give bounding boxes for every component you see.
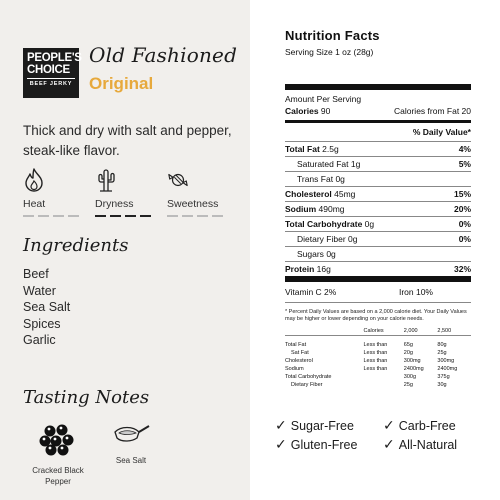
flavor-attributes (23, 168, 233, 223)
nutrient-label: Trans Fat (297, 174, 334, 184)
checkmark-icon: ✓ (383, 437, 395, 453)
nutrient-daily-value: 32% (453, 264, 471, 274)
claim (383, 436, 457, 455)
reference-cell: Less than (363, 365, 388, 372)
nutrient-label: Cholesterol (285, 189, 332, 199)
ingredient-item: Water (23, 283, 56, 298)
amount-per-serving-label: Amount Per Serving (285, 94, 362, 104)
brand-logo (23, 48, 82, 98)
reference-cell: 25g (403, 381, 413, 388)
brand-line-2: CHOICE (27, 64, 70, 76)
ingredient-item: Beef (23, 267, 49, 281)
nutrient-daily-value: 15% (453, 189, 471, 199)
reference-row (285, 381, 471, 389)
nutrient-amount: 0g (326, 249, 336, 259)
claim-label: Gluten-Free (290, 438, 358, 452)
nutrient-row (285, 186, 471, 201)
reference-header-cell (285, 327, 364, 336)
attribute-level (95, 215, 155, 217)
iron: Iron 10% (398, 287, 433, 297)
reference-row (285, 341, 471, 349)
ingredient-item: Garlic (23, 333, 56, 347)
reference-row (285, 365, 471, 373)
nutrient-row (285, 156, 471, 171)
calories-value: 90 (320, 106, 331, 116)
nutrient-row (285, 231, 471, 246)
flame-icon (23, 168, 45, 192)
nutrient-label: Sodium (285, 204, 317, 214)
tasting-note-pepper (28, 422, 88, 487)
reference-cell: 300g (403, 373, 417, 380)
reference-cell: 2400mg (403, 365, 424, 372)
tasting-notes-title: Tasting Notes (23, 387, 150, 408)
reference-cell: 20g (403, 349, 413, 356)
reference-header-cell: Calories (363, 328, 384, 334)
nutrient-label: Protein (285, 264, 315, 274)
reference-header-cell: 2,000 (403, 328, 418, 334)
nutrient-daily-value: 0% (458, 234, 471, 244)
nutrient-amount: 1g (350, 159, 361, 169)
nutrient-amount: 45mg (334, 189, 356, 199)
calories-label: Calories (285, 106, 319, 116)
reference-row (285, 357, 471, 365)
reference-cell: Sat Fat (291, 349, 309, 356)
ingredients-list (23, 266, 70, 349)
attribute-label: Heat (23, 198, 46, 210)
nutrient-amount: 0g (364, 219, 375, 229)
daily-values-reference (285, 327, 471, 389)
claim-label: All-Natural (398, 438, 458, 452)
reference-cell: 65g (403, 341, 413, 348)
reference-header-cell: 2,500 (437, 328, 452, 334)
cactus-icon (95, 168, 117, 192)
nutrient-amount: 0g (335, 174, 345, 184)
peppercorn-icon (38, 422, 78, 456)
candy-icon (167, 168, 189, 192)
nutrient-daily-value: 20% (453, 204, 471, 214)
reference-cell: Sodium (285, 365, 304, 372)
reference-cell: 30g (437, 381, 447, 388)
product-description: Thick and dry with salt and pepper, steak-like flavor. (23, 123, 232, 158)
tasting-note-label: Cracked Black Pepper (32, 466, 84, 486)
ingredient-item: Sea Salt (23, 300, 71, 314)
ingredients-title: Ingredients (23, 235, 129, 256)
claim-label: Carb-Free (398, 419, 456, 433)
product-flavor: Original (89, 74, 154, 93)
claim (275, 436, 375, 455)
reference-cell: 300mg (437, 357, 455, 364)
nutrient-label: Dietary Fiber (297, 234, 346, 244)
nutrition-title: Nutrition Facts (285, 28, 380, 43)
reference-cell: Cholesterol (285, 357, 313, 364)
nutrient-amount: 0g (348, 234, 358, 244)
salt-scoop-icon (111, 422, 151, 446)
footnote: * Percent Daily Values are based on a 2,000 calorie diet. Your Daily Values may be higher or lower depending on your calorie needs. (285, 309, 467, 322)
nutrient-label: Saturated Fat (297, 159, 349, 169)
nutrient-row (285, 142, 471, 156)
checkmark-icon: ✓ (383, 418, 395, 434)
nutrient-daily-value: 5% (458, 159, 471, 169)
checkmark-icon: ✓ (275, 418, 287, 434)
reference-row (285, 373, 471, 381)
reference-cell: 25g (437, 349, 447, 356)
tasting-note-salt (101, 422, 161, 466)
attribute-label: Sweetness (167, 198, 219, 210)
nutrient-label: Total Fat (285, 144, 320, 154)
nutrient-amount: 16g (316, 264, 331, 274)
product-claims (275, 417, 485, 455)
nutrient-row (285, 201, 471, 216)
nutrient-row (285, 216, 471, 231)
tasting-note-label: Sea Salt (115, 456, 147, 465)
daily-value-header-label: % Daily Value* (412, 127, 471, 137)
attribute-dryness (95, 168, 155, 217)
reference-cell: 80g (437, 341, 447, 348)
reference-cell: Less than (363, 341, 388, 348)
claim (275, 417, 375, 436)
daily-value-header (285, 126, 471, 138)
nutrient-row (285, 171, 471, 186)
tasting-notes (23, 422, 243, 492)
attribute-heat (23, 168, 83, 217)
reference-cell: Less than (363, 349, 388, 356)
serving-size: Serving Size 1 oz (28g) (285, 47, 374, 57)
reference-cell: 2400mg (437, 365, 458, 372)
reference-cell (364, 381, 404, 389)
reference-cell (364, 373, 404, 381)
reference-cell: 300mg (403, 357, 421, 364)
nutrient-label: Total Carbohydrate (285, 219, 363, 229)
vitamins-row (285, 286, 471, 298)
reference-cell: Dietary Fiber (291, 381, 323, 388)
vitamin-c: Vitamin C 2% (285, 287, 337, 297)
reference-cell: Total Fat (285, 341, 307, 348)
checkmark-icon: ✓ (275, 437, 287, 453)
attribute-label: Dryness (95, 198, 134, 210)
brand-tagline: BEEF JERKY (27, 78, 75, 87)
product-name: Old Fashioned (89, 43, 238, 67)
amount-per-serving (285, 93, 471, 105)
calories-row (285, 105, 471, 117)
nutrition-facts (285, 28, 471, 389)
reference-cell: Total Carbohydrate (285, 373, 332, 380)
calories-from-fat: Calories from Fat 20 (394, 106, 471, 116)
attribute-level (23, 215, 83, 217)
brand-line-1: PEOPLE'S (27, 52, 82, 64)
reference-cell: Less than (363, 357, 388, 364)
nutrient-rows (285, 142, 471, 276)
nutrient-amount: 2.5g (322, 144, 339, 154)
nutrient-row (285, 261, 471, 276)
nutrient-label: Sugars (297, 249, 324, 259)
attribute-sweetness (167, 168, 227, 217)
nutrient-row (285, 246, 471, 261)
reference-cell: 375g (437, 373, 450, 380)
ingredient-item: Spices (23, 316, 61, 331)
nutrient-daily-value: 0% (458, 219, 471, 229)
claim (383, 417, 456, 436)
claim-label: Sugar-Free (290, 419, 354, 433)
attribute-level (167, 215, 227, 217)
nutrient-amount: 490mg (318, 204, 345, 214)
reference-row (285, 349, 471, 357)
nutrient-daily-value: 4% (458, 144, 471, 154)
